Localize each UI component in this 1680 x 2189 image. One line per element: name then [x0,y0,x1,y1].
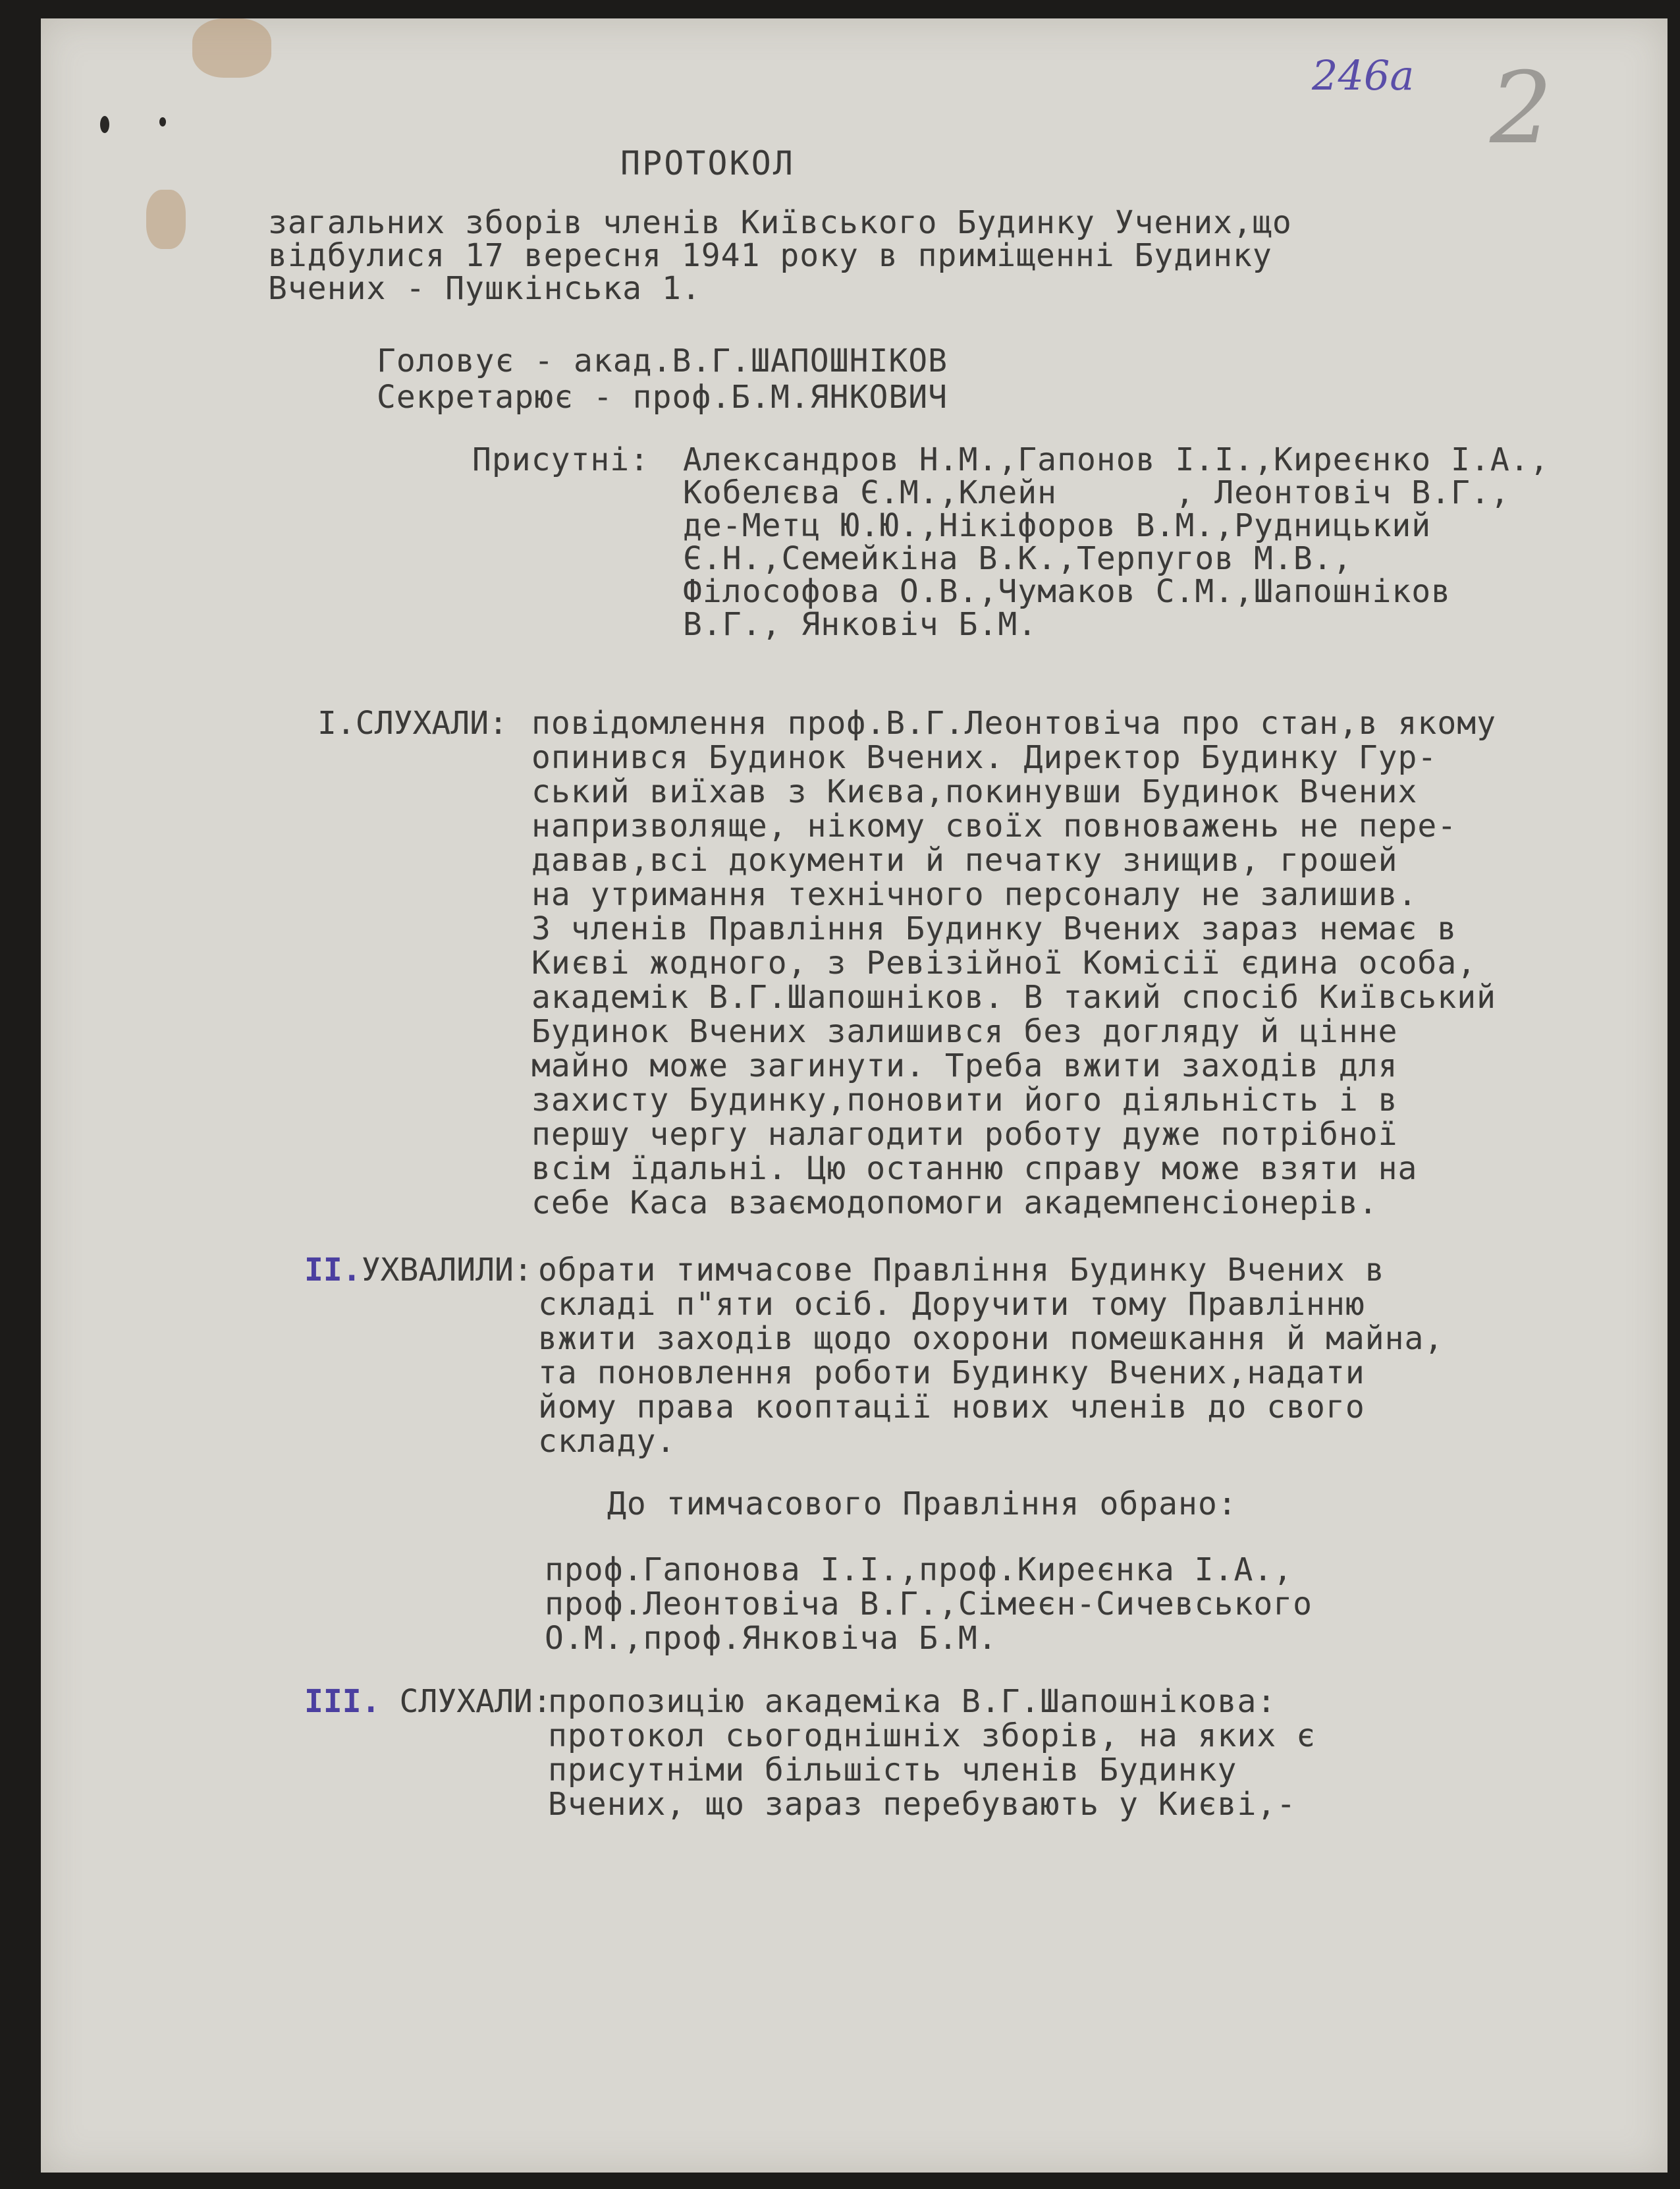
item-1-line: майно може загинути. Треба вжити заходів для [531,1047,1398,1084]
item-3-heading [304,1682,552,1721]
item-1-line: напризволяще, нікому своїх повноважень не пере- [531,808,1457,845]
item-3-line: пропозицію академіка В.Г.Шапошнікова: [548,1683,1277,1720]
attendees-line: Александров Н.М.,Гапонов І.І.,Киреєнко І.А., [683,441,1550,478]
attendees-line: Кобелєва Є.М.,Клейн , Леонтовіч В.Г., [683,474,1510,511]
item-numeral: II. [304,1252,362,1288]
attendees-line: Є.Н.,Семейкіна В.К.,Терпугов М.В., [683,540,1353,577]
item-3-line: протокол сьогоднішніх зборів, на яких є [548,1717,1316,1754]
item-2-line: обрати тимчасове Правління Будинку Вчених в [538,1252,1385,1288]
stain [146,190,186,249]
item-label: УХВАЛИЛИ: [361,1252,533,1288]
item-1-line: Будинок Вчених залишився без догляду й цінне [531,1013,1398,1050]
attendees-line: Філософова О.В.,Чумаков С.М.,Шапошніков [683,573,1451,610]
item-numeral: I. [317,705,356,742]
item-1-line: першу чергу налагодити роботу дуже потрібної [531,1116,1398,1153]
subtitle-line: Вчених - Пушкінська 1. [268,270,701,307]
item-numeral: III. [304,1683,381,1720]
item-1-line: академік В.Г.Шапошніков. В такий спосіб Київський [531,979,1497,1016]
item-2-line: вжити заходів щодо охорони помешкання й майна, [538,1320,1444,1357]
punch-hole [100,116,109,133]
stain [192,18,271,78]
punch-hole [159,117,166,126]
attendees-label: Присутні: [472,441,650,478]
attendees-line: В.Г., Янковіч Б.М. [683,606,1038,643]
elected-line: О.М.,проф.Янковіча Б.М. [545,1620,998,1657]
item-label: СЛУХАЛИ: [355,705,508,742]
item-1-line: Києві жодного, з Ревізійної Комісії єдина особа, [531,945,1477,982]
secretary-line: Секретарює - проф.Б.М.ЯНКОВИЧ [377,379,948,416]
item-1-heading [317,704,508,743]
item-2-line: йому права кооптації нових членів до свого [538,1389,1365,1426]
subtitle-line: відбулися 17 вересня 1941 року в приміщенні Будинку [268,237,1272,274]
item-1-line: опинився Будинок Вчених. Директор Будинку Гур- [531,739,1438,776]
item-1-line: З членів Правління Будинку Вчених зараз немає в [531,910,1457,947]
elected-line: проф.Гапонова І.І.,проф.Киреєнка І.А., [545,1551,1293,1588]
item-2-line: складу. [538,1423,676,1460]
item-label: СЛУХАЛИ: [399,1683,552,1720]
item-1-line: давав,всі документи й печатку знищив, грошей [531,842,1398,879]
archive-number: 246а [1312,51,1415,99]
elected-heading: До тимчасового Правління обрано: [607,1485,1237,1522]
attendees-line: де-Метц Ю.Ю.,Нікіфоров В.М.,Рудницький [683,507,1432,544]
elected-line: проф.Леонтовіча В.Г.,Сімеєн-Сичевського [545,1586,1313,1622]
chair-line: Головує - акад.В.Г.ШАПОШНІКОВ [377,343,948,379]
item-3-line: присутніми більшість членів Будинку [548,1752,1237,1788]
page-number: 2 [1490,51,1553,166]
item-1-line: ський виїхав з Києва,покинувши Будинок Вчених [531,773,1418,810]
item-2-heading [304,1250,533,1290]
subtitle-line: загальних зборів членів Київського Будинку Учених,що [268,204,1292,241]
item-2-line: складі п"яти осіб. Доручити тому Правлінню [538,1286,1365,1323]
document-page [41,18,1667,2173]
document-title: ПРОТОКОЛ [620,144,795,182]
item-1-line: захисту Будинку,поновити його діяльність і в [531,1082,1398,1119]
item-1-line: на утримання технічного персоналу не залишив. [531,876,1418,913]
item-1-line: повідомлення проф.В.Г.Леонтовіча про стан,в якому [531,705,1497,742]
item-1-line: себе Каса взаємодопомоги академпенсіонерів. [531,1184,1378,1221]
item-3-line: Вчених, що зараз перебувають у Києві,- [548,1786,1297,1823]
item-1-line: всім їдальні. Цю останню справу може взяти на [531,1150,1418,1187]
item-2-line: та поновлення роботи Будинку Вчених,надати [538,1354,1365,1391]
